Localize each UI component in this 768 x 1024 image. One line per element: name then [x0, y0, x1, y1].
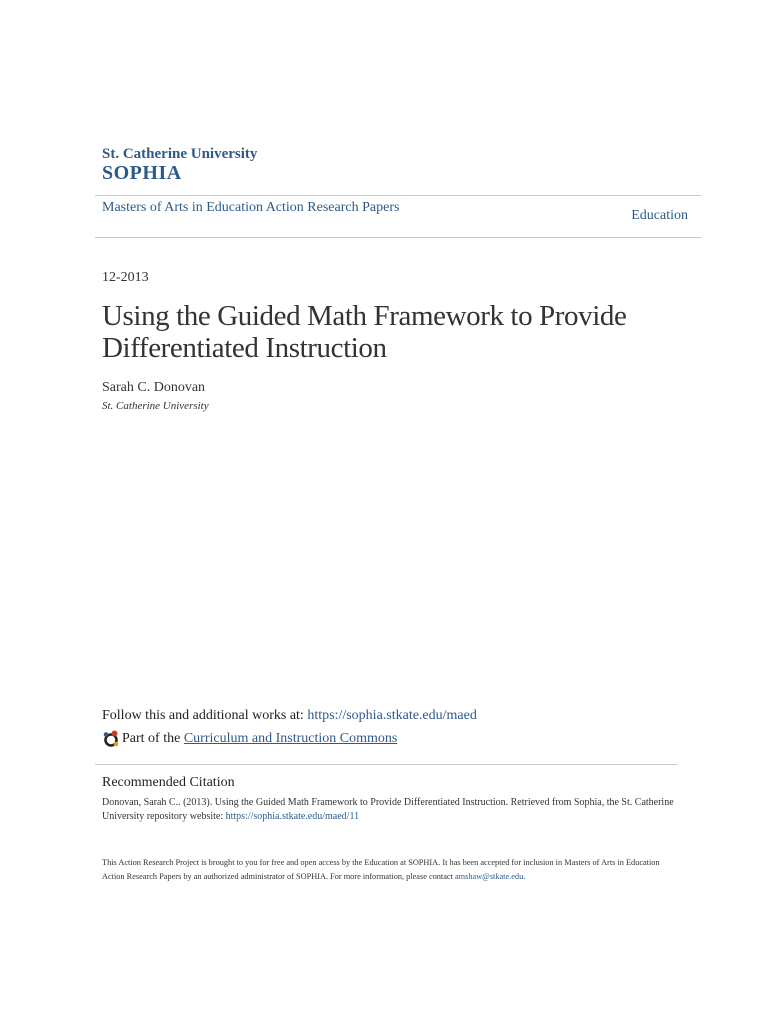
citation-divider — [95, 764, 678, 765]
part-of-line — [102, 730, 397, 748]
network-commons-icon — [102, 730, 120, 748]
commons-link[interactable]: Curriculum and Instruction Commons — [183, 731, 398, 746]
institution-name: St. Catherine University — [102, 146, 258, 162]
access-notice — [102, 856, 682, 884]
citation-heading: Recommended Citation — [102, 775, 235, 790]
follow-url-link[interactable]: https://sophia.stkate.edu/maed — [307, 708, 477, 723]
follow-prefix: Follow this and additional works at: — [102, 708, 308, 723]
contact-email-link[interactable]: amshaw@stkate.edu — [454, 872, 524, 881]
citation-text — [102, 796, 682, 824]
citation-body: Donovan, Sarah C.. (2013). Using the Guided Math Framework to Provide Differentiated Instruction. Retrieved from Sophia, the St. Catherine University repository website: — [102, 797, 674, 822]
repository-name: SOPHIA — [102, 162, 182, 184]
paper-title: Using the Guided Math Framework to Provide Differentiated Instruction — [102, 300, 627, 364]
department-link[interactable]: Education — [631, 208, 688, 223]
part-prefix: Part of the — [122, 731, 181, 746]
publication-date: 12-2013 — [102, 270, 149, 285]
author-affiliation: St. Catherine University — [102, 400, 209, 412]
access-notice-end: . — [523, 872, 526, 881]
citation-url-link[interactable]: https://sophia.stkate.edu/maed/11 — [225, 811, 360, 822]
bottom-divider — [95, 237, 701, 238]
series-link[interactable]: Masters of Arts in Education Action Research Papers — [102, 200, 400, 215]
follow-line — [102, 708, 477, 724]
access-notice-body: This Action Research Project is brought to you for free and open access by the Education at SOPHIA. It has been accepted for inclusion in Masters of Arts in Education Action Research Papers by an authorized administrator of SOPHIA. For more information, please contact — [102, 858, 660, 881]
author-name: Sarah C. Donovan — [102, 380, 206, 395]
top-divider — [95, 195, 701, 196]
